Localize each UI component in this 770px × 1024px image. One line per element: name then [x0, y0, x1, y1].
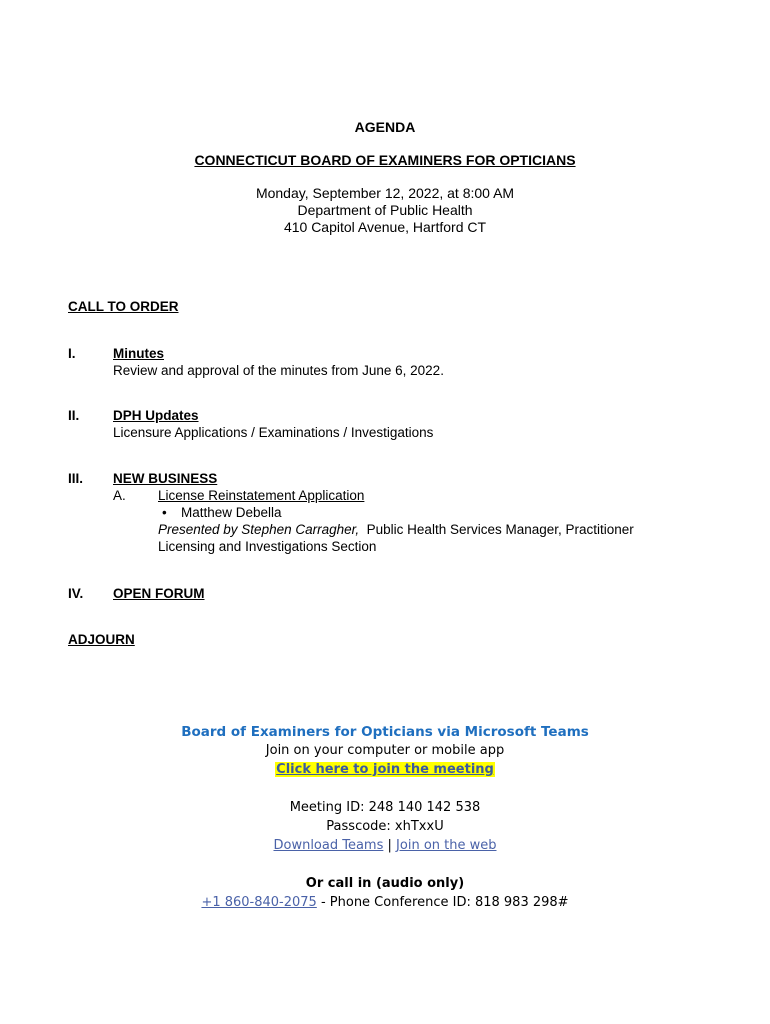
item-desc-dph-updates: Licensure Applications / Examinations / Investigations	[113, 425, 434, 440]
join-on-web-link[interactable]: Join on the web	[396, 838, 497, 853]
passcode: Passcode: xhTxxU	[326, 819, 444, 834]
download-teams-link[interactable]: Download Teams	[273, 838, 384, 853]
teams-join-text: Join on your computer or mobile app	[265, 743, 505, 758]
teams-title: Board of Examiners for Opticians via Microsoft Teams	[181, 724, 589, 740]
item-number: III.	[68, 471, 84, 486]
meeting-datetime: Monday, September 12, 2022, at 8:00 AM	[255, 185, 515, 201]
presenter-role-cont: Licensing and Investigations Section	[158, 539, 377, 554]
sub-item-letter: A.	[113, 488, 126, 503]
agenda-title: AGENDA	[354, 119, 416, 135]
item-number: IV.	[68, 586, 84, 601]
presented-by: Presented by Stephen Carragher,	[158, 522, 360, 537]
bullet-icon: •	[162, 505, 167, 520]
department: Department of Public Health	[297, 202, 473, 218]
board-name: CONNECTICUT BOARD OF EXAMINERS FOR OPTICIANS	[194, 152, 576, 168]
phone-link[interactable]: +1 860-840-2075	[201, 895, 317, 910]
call-in-heading: Or call in (audio only)	[305, 876, 465, 891]
bullet-name: Matthew Debella	[181, 505, 282, 520]
presenter-line	[158, 521, 634, 538]
join-meeting-row	[0, 760, 770, 779]
sub-item-title: License Reinstatement Application	[158, 488, 365, 503]
item-title-new-business: NEW BUSINESS	[113, 471, 218, 486]
item-desc-minutes: Review and approval of the minutes from June 6, 2022.	[113, 363, 444, 378]
item-title-open-forum: OPEN FORUM	[113, 586, 205, 601]
item-number: II.	[68, 408, 80, 423]
link-separator: |	[387, 838, 392, 853]
presenter-role: Public Health Services Manager, Practitioner	[366, 522, 634, 537]
phone-row	[0, 893, 770, 912]
item-title-dph-updates: DPH Updates	[113, 408, 199, 423]
address: 410 Capitol Avenue, Hartford CT	[283, 219, 487, 235]
links-row	[0, 836, 770, 855]
meeting-id: Meeting ID: 248 140 142 538	[289, 800, 481, 815]
join-meeting-link[interactable]: Click here to join the meeting	[276, 762, 494, 777]
item-title-minutes: Minutes	[113, 346, 165, 361]
phone-conference-id: - Phone Conference ID: 818 983 298#	[316, 895, 569, 910]
adjourn: ADJOURN	[68, 632, 135, 647]
call-to-order: CALL TO ORDER	[68, 299, 179, 314]
item-number: I.	[68, 346, 76, 361]
